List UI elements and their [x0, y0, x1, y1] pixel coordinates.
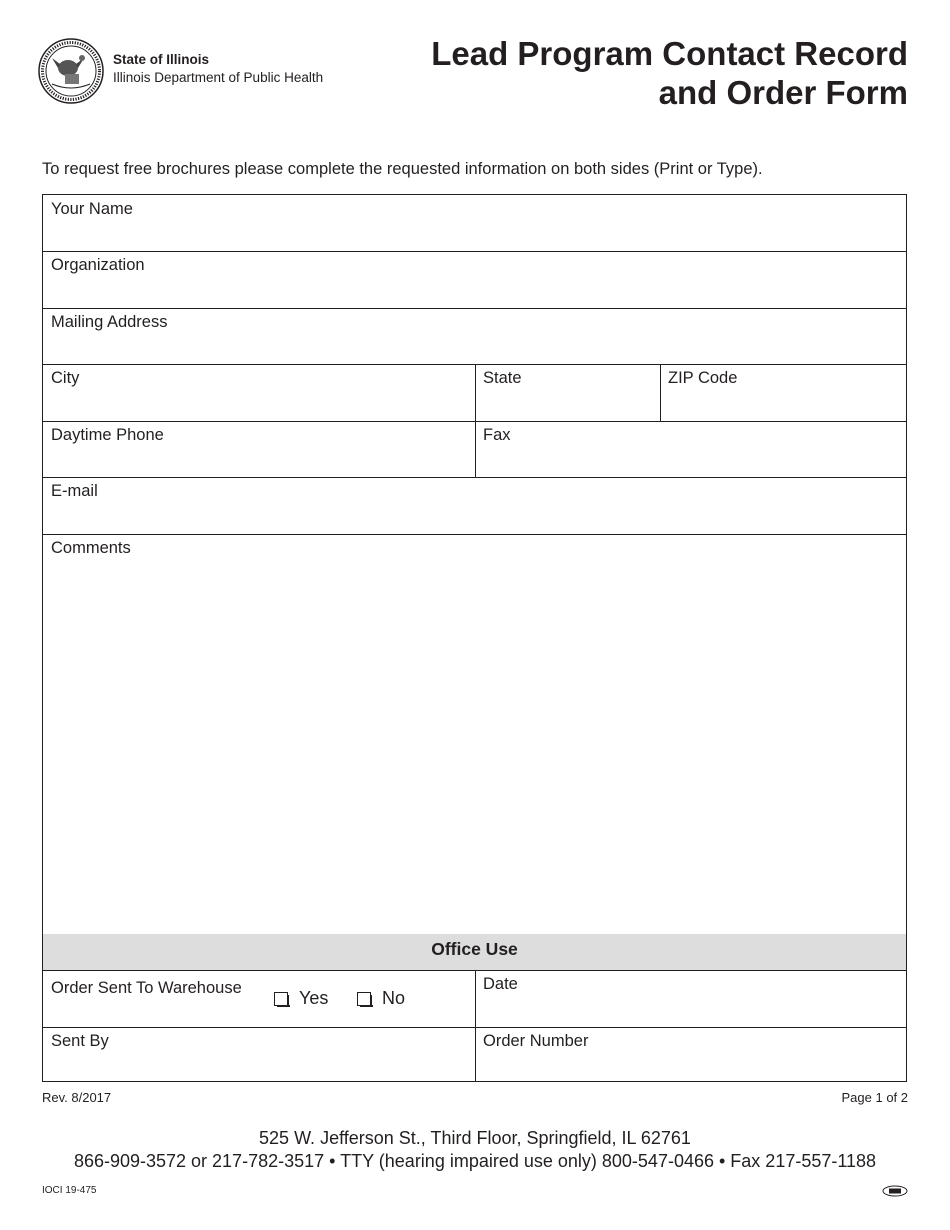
- organization-label: Organization: [51, 256, 145, 274]
- order-sent-field: [43, 970, 475, 1027]
- state-seal-icon: [38, 38, 104, 104]
- yes-label: Yes: [299, 988, 329, 1008]
- date-field[interactable]: [475, 970, 906, 1027]
- comments-label: Comments: [51, 539, 131, 557]
- order-number-field[interactable]: [475, 1027, 906, 1082]
- title-line-2: and Order Form: [658, 74, 908, 111]
- sent-by-field[interactable]: [43, 1027, 475, 1082]
- page-number: Page 1 of 2: [841, 1090, 908, 1105]
- agency-block: [113, 51, 323, 87]
- city-field[interactable]: [43, 364, 475, 421]
- mailing-address-line: 525 W. Jefferson St., Third Floor, Springfield, IL 62761: [259, 1128, 691, 1148]
- zip-code-field[interactable]: [660, 364, 906, 421]
- fax-field[interactable]: [475, 421, 906, 477]
- email-label: E-mail: [51, 482, 98, 500]
- office-use-heading: Office Use: [43, 934, 906, 970]
- checkbox-icon: [357, 992, 371, 1006]
- contact-form: [42, 194, 907, 1082]
- order-number-label: Order Number: [483, 1032, 589, 1050]
- contact-phones-line: 866-909-3572 or 217-782-3517 • TTY (hearing impaired use only) 800-547-0466 • Fax 217-557-1188: [73, 1151, 877, 1171]
- checkbox-icon: [274, 992, 288, 1006]
- revision-date: Rev. 8/2017: [42, 1090, 112, 1105]
- title-line-1: Lead Program Contact Record: [431, 35, 908, 72]
- form-id: IOCI 19-475: [42, 1185, 97, 1196]
- email-field[interactable]: [43, 477, 906, 534]
- your-name-label: Your Name: [51, 200, 133, 218]
- daytime-phone-field[interactable]: [43, 421, 475, 477]
- order-sent-yes-checkbox[interactable]: [274, 988, 328, 1009]
- city-label: City: [51, 369, 80, 387]
- department-name: Illinois Department of Public Health: [113, 70, 324, 85]
- zip-code-label: ZIP Code: [668, 369, 738, 387]
- intro-text: To request free brochures please complete the requested information on both sides (Print or Type).: [42, 160, 763, 178]
- form-title: [431, 34, 908, 112]
- date-label: Date: [483, 975, 518, 993]
- order-sent-no-checkbox[interactable]: [357, 988, 405, 1009]
- mailing-address-field[interactable]: [43, 308, 906, 364]
- daytime-phone-label: Daytime Phone: [51, 426, 164, 444]
- state-field[interactable]: [475, 364, 660, 421]
- sent-by-label: Sent By: [51, 1032, 109, 1050]
- fax-label: Fax: [483, 426, 511, 444]
- organization-field[interactable]: [43, 251, 906, 308]
- order-sent-label: Order Sent To Warehouse: [51, 979, 242, 997]
- no-label: No: [382, 988, 406, 1008]
- union-bug-icon: [882, 1185, 908, 1197]
- mailing-address-label: Mailing Address: [51, 313, 168, 331]
- state-name: State of Illinois: [113, 52, 210, 67]
- comments-field[interactable]: [43, 534, 906, 934]
- state-label: State: [483, 369, 522, 387]
- your-name-field[interactable]: [43, 195, 906, 251]
